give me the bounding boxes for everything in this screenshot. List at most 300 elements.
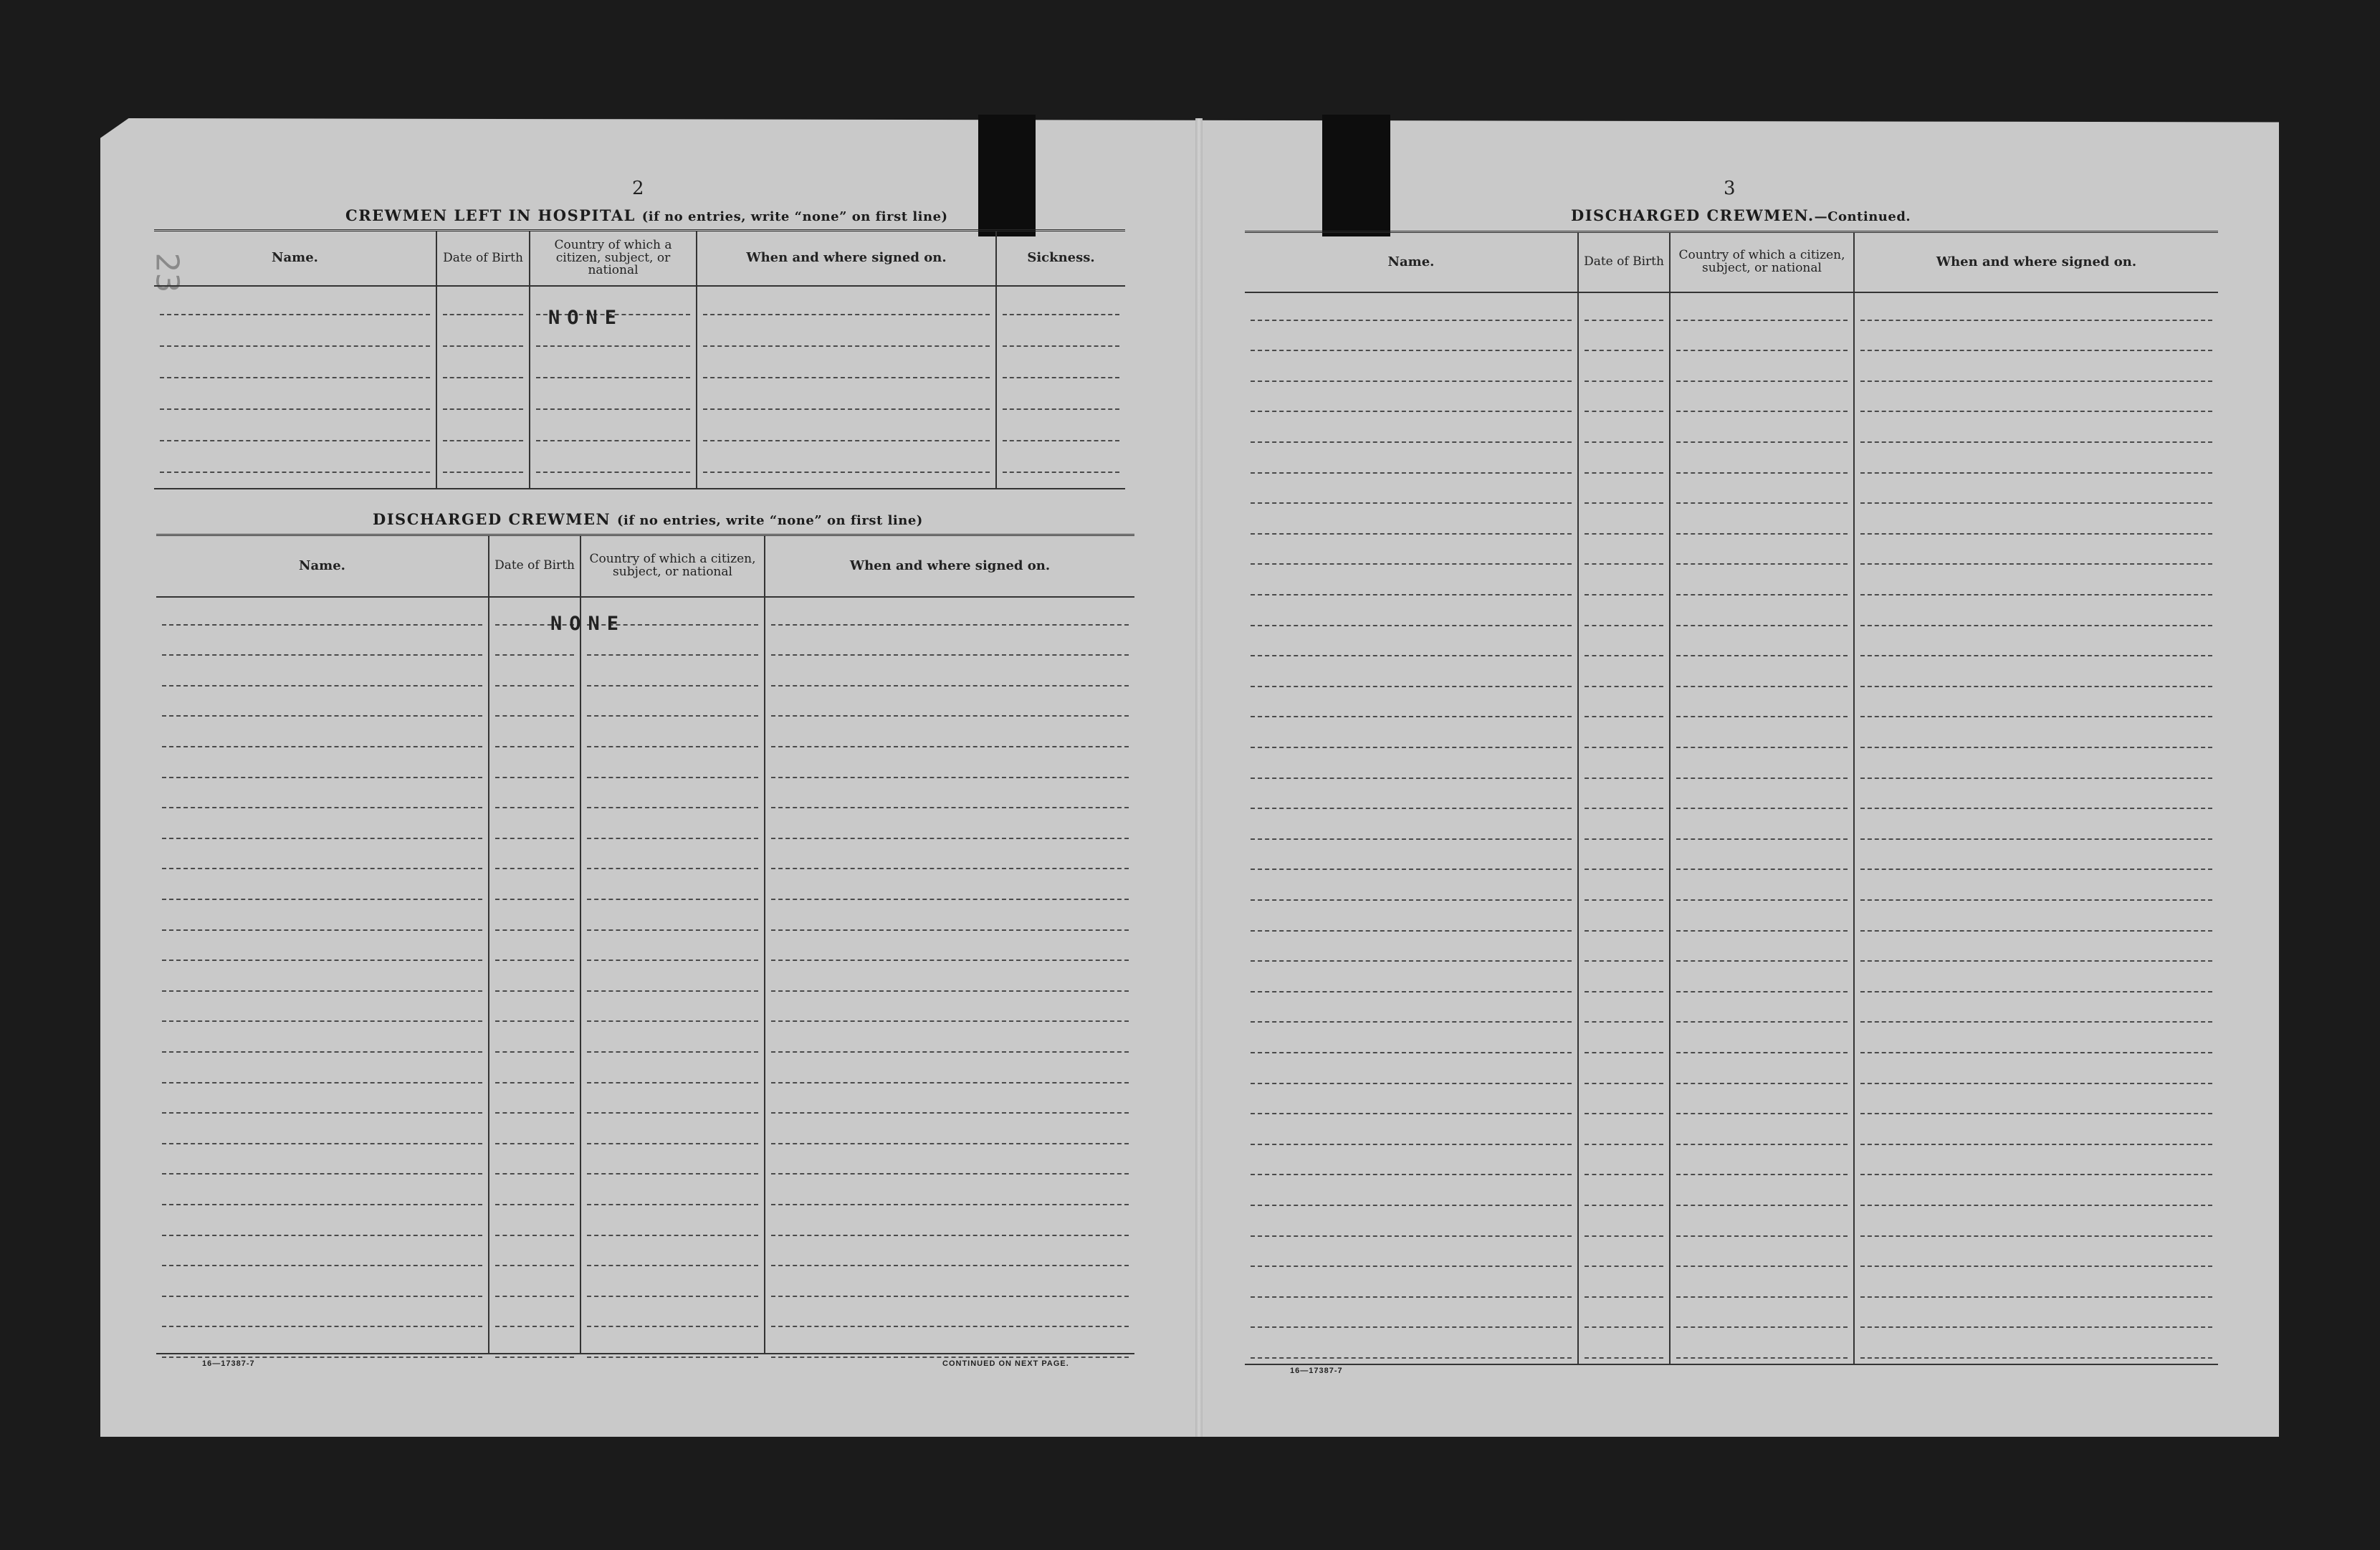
ruled-line [1585,899,1663,901]
ruled-line [1251,472,1572,474]
ruled-line [771,838,1129,839]
ruled-line [495,868,574,869]
discharged-left-body-name [156,598,489,1353]
ruled-line [162,838,482,839]
ruled-line [162,807,482,808]
ruled-line [1860,1113,2212,1114]
discharged-left-body-country [581,598,765,1353]
ruled-line [162,654,482,656]
ruled-line [1251,1083,1572,1084]
ruled-line [443,377,523,378]
discharged-right-col-dob: Date of Birth [1579,233,1671,292]
ruled-line [1860,1266,2212,1267]
ruled-line [1860,747,2212,748]
ruled-line [1676,899,1848,901]
discharged-section-title [373,510,923,528]
ruled-line [1860,502,2212,504]
ruled-line [587,685,758,687]
ruled-line [1860,899,2212,901]
discharged-none-entry: NONE [550,613,626,635]
ruled-line [1251,1296,1572,1298]
ruled-line [703,345,990,347]
ruled-line [160,314,430,315]
discharged-right-body-signed-on [1855,293,2218,1364]
ruled-line [1860,594,2212,595]
ruled-line [443,314,523,315]
ruled-line [495,685,574,687]
ruled-line [495,960,574,961]
ruled-line [495,1357,574,1358]
ruled-line [1860,1296,2212,1298]
ruled-line [1585,1235,1663,1237]
hospital-table-header [154,231,1125,287]
ruled-line [162,1020,482,1022]
discharged-left-col-name: Name. [156,536,489,596]
ruled-line [1251,1052,1572,1053]
discharged-left-body-signed-on [765,598,1134,1353]
continued-note: CONTINUED ON NEXT PAGE. [942,1359,1069,1368]
ruled-line [162,868,482,869]
ruled-line [1585,960,1663,962]
ruled-line [162,899,482,900]
ruled-line [1585,1083,1663,1084]
ruled-line [703,440,990,441]
ruled-line [162,1082,482,1083]
ruled-line [1860,1235,2212,1237]
ruled-line [1003,377,1119,378]
ruled-line [587,1082,758,1083]
ruled-line [1860,991,2212,992]
ruled-line [1860,869,2212,870]
ruled-line [1860,716,2212,717]
ruled-line [1585,320,1663,321]
ruled-line [1860,411,2212,412]
ruled-line [1251,1144,1572,1145]
ruled-line [771,1082,1129,1083]
ruled-line [771,685,1129,687]
ruled-line [160,408,430,410]
discharged-left-header [156,536,1134,598]
ruled-line [1860,563,2212,565]
discharged-right-col-name: Name. [1245,233,1579,292]
hospital-col-sickness: Sickness. [1027,250,1095,266]
ruled-line [1676,625,1848,626]
ruled-line [587,838,758,839]
hospital-col-dob: Date of Birth [437,231,530,285]
ruled-line [1251,869,1572,870]
ruled-line [1676,838,1848,840]
ruled-line [160,472,430,473]
discharged-right-body-name [1245,293,1579,1364]
ruled-line [1860,1144,2212,1145]
ruled-line [536,377,690,378]
ruled-line [1585,1357,1663,1359]
ruled-line [160,440,430,441]
margin-mark: 23 [148,252,186,293]
ruled-line [1585,808,1663,809]
ruled-line [160,345,430,347]
ruled-line [771,929,1129,931]
ruled-line [495,1112,574,1114]
ruled-line [536,472,690,473]
hospital-none-entry: NONE [548,307,624,329]
ruled-line [1251,808,1572,809]
ruled-line [1585,441,1663,443]
ruled-line [536,440,690,441]
discharged-right-body-country [1671,293,1855,1364]
ruled-line [1860,350,2212,351]
hospital-body-name [154,287,437,488]
ruled-line [587,807,758,808]
ruled-line [771,807,1129,808]
ruled-line [162,1296,482,1297]
right-title-suffix: —Continued. [1814,209,1911,224]
ruled-line [1676,1357,1848,1359]
ruled-line [1251,930,1572,932]
discharged-left-col-dob: Date of Birth [489,536,581,596]
ruled-line [771,1143,1129,1144]
binding-tab-left [978,115,1036,236]
ruled-line [1585,716,1663,717]
ruled-line [1003,440,1119,441]
ruled-line [1860,1083,2212,1084]
ruled-line [1251,533,1572,535]
ruled-line [703,408,990,410]
ruled-line [1860,1021,2212,1023]
ruled-line [162,746,482,747]
ruled-line [162,685,482,687]
ruled-line [1676,502,1848,504]
ruled-line [495,1143,574,1144]
discharged-right-col-country: Country of which a citizen, subject, or national [1671,233,1855,292]
ruled-line [443,345,523,347]
ruled-line [771,960,1129,961]
ruled-line [1585,533,1663,535]
ruled-line [1860,930,2212,932]
ruled-line [1676,930,1848,932]
ruled-line [1676,411,1848,412]
ruled-line [771,1173,1129,1175]
ruled-line [162,1265,482,1266]
ruled-line [1676,472,1848,474]
discharged-left-body-dob [489,598,581,1353]
ruled-line [1003,408,1119,410]
ruled-line [1860,1326,2212,1328]
ruled-line [1860,625,2212,626]
ruled-line [162,1143,482,1144]
ruled-line [587,654,758,656]
ruled-line [1251,441,1572,443]
ruled-line [1585,502,1663,504]
ruled-line [1251,960,1572,962]
ruled-line [1860,686,2212,687]
ruled-line [1676,1266,1848,1267]
ruled-line [495,838,574,839]
ruled-line [162,715,482,717]
ruled-line [1585,381,1663,382]
ruled-line [495,1296,574,1297]
ruled-line [1676,533,1848,535]
ruled-line [1251,502,1572,504]
ruled-line [162,1357,482,1358]
ruled-line [1003,472,1119,473]
ruled-line [1251,899,1572,901]
ruled-line [587,746,758,747]
ruled-line [1251,381,1572,382]
ruled-line [1676,869,1848,870]
ruled-line [771,654,1129,656]
ruled-line [771,624,1129,626]
ruled-line [1251,625,1572,626]
ruled-line [160,377,430,378]
ruled-line [587,1143,758,1144]
ruled-line [1585,778,1663,779]
ruled-line [587,1296,758,1297]
ruled-line [1251,991,1572,992]
ruled-line [1676,991,1848,992]
ruled-line [495,1020,574,1022]
hospital-title-text: CREWMEN LEFT IN HOSPITAL [345,206,636,224]
ruled-line [1860,655,2212,656]
ruled-line [162,624,482,626]
ruled-line [1860,1052,2212,1053]
ruled-line [1251,320,1572,321]
ruled-line [443,408,523,410]
ruled-line [1585,930,1663,932]
ruled-line [1676,594,1848,595]
ruled-line [771,1235,1129,1236]
ruled-line [771,1265,1129,1266]
ruled-line [1676,320,1848,321]
ruled-line [1676,1021,1848,1023]
discharged-right-col-signed-on: When and where signed on. [1936,254,2137,269]
ruled-line [495,777,574,778]
ruled-line [162,777,482,778]
ruled-line [1585,838,1663,840]
ruled-line [1676,1144,1848,1145]
ruled-line [1251,411,1572,412]
ruled-line [495,990,574,992]
discharged-left-col-signed-on: When and where signed on. [849,558,1051,573]
ruled-line [1251,350,1572,351]
ruled-line [1676,1326,1848,1328]
ruled-line [1860,320,2212,321]
ruled-line [771,1204,1129,1205]
discharged-instruction: (if no entries, write “none” on first line) [616,513,923,528]
ruled-line [587,960,758,961]
discharged-title-text: DISCHARGED CREWMEN [373,510,611,528]
ruled-line [1676,1052,1848,1053]
ruled-line [495,715,574,717]
ruled-line [1003,345,1119,347]
ruled-line [1585,563,1663,565]
form-number-left: 16—17387-7 [202,1359,255,1368]
ruled-line [495,1051,574,1053]
ruled-line [587,1020,758,1022]
ruled-line [495,1173,574,1175]
hospital-col-country: Country of which a citizen, subject, or national [530,231,697,285]
ruled-line [1585,1296,1663,1298]
ruled-line [536,345,690,347]
ruled-line [587,868,758,869]
ruled-line [1251,686,1572,687]
ruled-line [1676,716,1848,717]
ruled-line [1676,1083,1848,1084]
ruled-line [495,807,574,808]
ruled-line [1585,1205,1663,1206]
ruled-line [1585,1326,1663,1328]
ruled-line [1251,778,1572,779]
ruled-line [771,1296,1129,1297]
ruled-line [1251,1235,1572,1237]
ruled-line [162,1173,482,1175]
ruled-line [771,1326,1129,1327]
ruled-line [1585,869,1663,870]
ruled-line [1585,1144,1663,1145]
ruled-line [771,1020,1129,1022]
discharged-left-body [156,598,1134,1353]
ruled-line [1585,747,1663,748]
ruled-line [1676,808,1848,809]
ruled-line [1860,472,2212,474]
ruled-line [587,990,758,992]
ruled-line [1676,563,1848,565]
ruled-line [162,960,482,961]
ruled-line [1585,594,1663,595]
ruled-line [587,929,758,931]
discharged-right-header [1245,233,2218,293]
ruled-line [771,746,1129,747]
ruled-line [1585,1052,1663,1053]
ruled-line [1251,716,1572,717]
ruled-line [1676,381,1848,382]
ruled-line [536,408,690,410]
ruled-line [771,1357,1129,1358]
ruled-line [495,1326,574,1327]
ruled-line [162,1204,482,1205]
ruled-line [162,1051,482,1053]
form-number-right: 16—17387-7 [1290,1367,1343,1375]
ruled-line [1251,655,1572,656]
ruled-line [1676,778,1848,779]
ruled-line [1585,625,1663,626]
ruled-line [162,1235,482,1236]
ruled-line [495,746,574,747]
ruled-line [1585,1113,1663,1114]
discharged-left-col-country: Country of which a citizen, subject, or national [581,536,765,596]
ruled-line [1860,1357,2212,1359]
ruled-line [1585,686,1663,687]
ruled-line [162,990,482,992]
ruled-line [1676,1205,1848,1206]
ruled-line [1676,1235,1848,1237]
ruled-line [1251,594,1572,595]
ruled-line [1860,441,2212,443]
ruled-line [587,715,758,717]
ruled-line [587,899,758,900]
ruled-line [162,929,482,931]
ruled-line [1860,778,2212,779]
ruled-line [495,1082,574,1083]
discharged-table-left [156,534,1134,1354]
ruled-line [771,1112,1129,1114]
ruled-line [495,929,574,931]
ruled-line [587,1051,758,1053]
ruled-line [1860,1205,2212,1206]
ruled-line [1676,1113,1848,1114]
ruled-line [587,1357,758,1358]
ruled-line [1003,314,1119,315]
ruled-line [1251,1021,1572,1023]
hospital-col-signed-on: When and where signed on. [697,231,997,285]
hospital-body-signed-on [697,287,997,488]
page-number-left: 2 [632,178,645,199]
discharged-table-right [1245,231,2218,1365]
ruled-line [1251,1266,1572,1267]
ruled-line [587,1112,758,1114]
ruled-line [162,1326,482,1327]
ruled-line [1585,472,1663,474]
ruled-line [1860,533,2212,535]
ruled-line [703,314,990,315]
ruled-line [443,440,523,441]
ruled-line [495,899,574,900]
hospital-section-title [345,206,948,224]
ruled-line [495,1265,574,1266]
ruled-line [771,715,1129,717]
ruled-line [1585,991,1663,992]
ruled-line [771,868,1129,869]
ruled-line [1676,1174,1848,1175]
discharged-right-body [1245,293,2218,1364]
ruled-line [587,1204,758,1205]
ruled-line [587,1326,758,1327]
ruled-line [1251,838,1572,840]
ruled-line [587,1265,758,1266]
ruled-line [1251,747,1572,748]
page-number-right: 3 [1724,178,1736,199]
ruled-line [1251,1174,1572,1175]
ruled-line [1585,1266,1663,1267]
ruled-line [1676,655,1848,656]
hospital-body-sickness [997,287,1125,488]
ruled-line [1676,1296,1848,1298]
ruled-line [495,654,574,656]
ruled-line [771,777,1129,778]
ruled-line [162,1112,482,1114]
ruled-line [1860,838,2212,840]
ruled-line [495,1235,574,1236]
ruled-line [1251,1326,1572,1328]
ruled-line [703,377,990,378]
hospital-table-body [154,287,1125,488]
ruled-line [1585,655,1663,656]
ruled-line [587,777,758,778]
hospital-col-name: Name. [154,231,437,285]
ruled-line [771,1051,1129,1053]
ruled-line [1251,1205,1572,1206]
ruled-line [1585,411,1663,412]
ruled-line [1585,1021,1663,1023]
ruled-line [1676,441,1848,443]
hospital-table [154,229,1125,489]
ruled-line [1860,381,2212,382]
center-fold [1195,118,1203,1437]
ruled-line [1860,808,2212,809]
ruled-line [1676,350,1848,351]
ruled-line [771,990,1129,992]
ruled-line [1860,960,2212,962]
